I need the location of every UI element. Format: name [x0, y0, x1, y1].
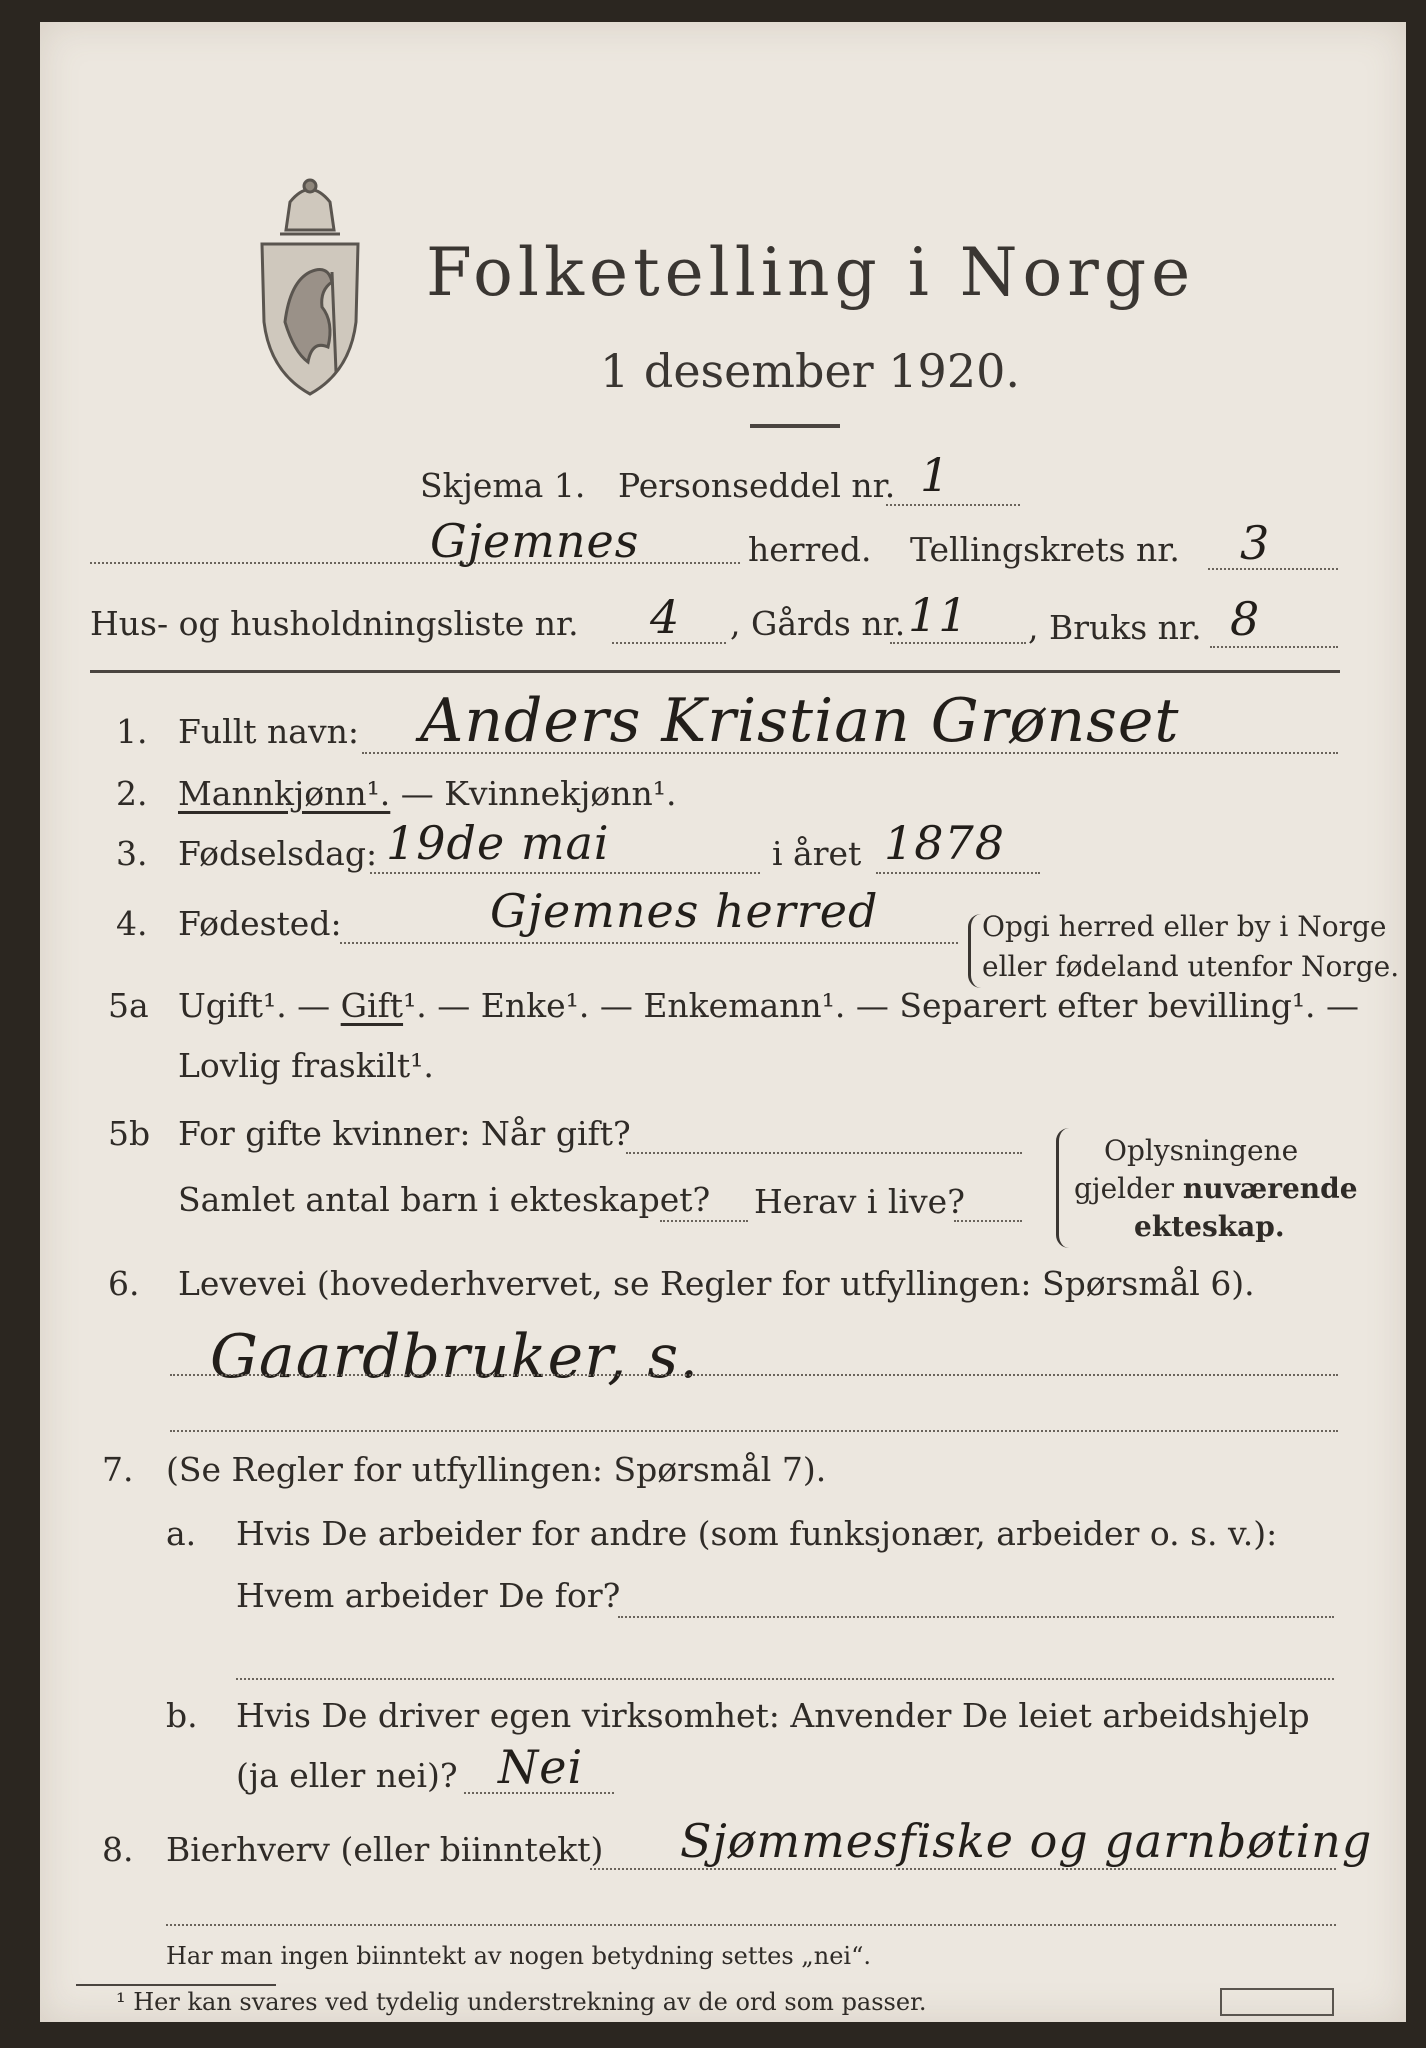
q7b-number: b. [166, 1696, 198, 1735]
q5b-children-line [660, 1220, 748, 1222]
bruks-label: , Bruks nr. [1028, 608, 1202, 647]
personseddel-value[interactable]: 1 [920, 448, 951, 502]
birth-year-value[interactable]: 1878 [884, 816, 1006, 870]
q4-brace [968, 914, 981, 988]
q5a-other-options[interactable]: ¹. — Enke¹. — Enkemann¹. — Separert efter bevilling¹. — [403, 986, 1360, 1025]
q4-label: Fødested: [178, 904, 342, 943]
q5b-label-married: For gifte kvinner: Når gift? [178, 1114, 631, 1153]
tellingskrets-line [1208, 568, 1338, 570]
q5b-label-alive: Herav i live? [754, 1182, 965, 1221]
q5b-note-line1: Oplysningene [1104, 1134, 1299, 1167]
printer-stamp [1220, 1988, 1334, 2016]
q5b-note-nuvaerende: nuværende [1182, 1172, 1358, 1205]
form-title: Folketelling i Norge [426, 234, 1196, 311]
ugift-option[interactable]: Ugift¹. — [178, 986, 341, 1025]
q5b-note-line3: ekteskap. [1134, 1210, 1285, 1243]
q5b-alive-line [954, 1220, 1022, 1222]
census-form-sheet [40, 22, 1406, 2022]
q4-line [340, 942, 958, 944]
q7-label: (Se Regler for utfyllingen: Spørsmål 7). [166, 1450, 827, 1489]
gards-label: , Gårds nr. [730, 604, 906, 643]
birthplace-value[interactable]: Gjemnes herred [490, 884, 879, 938]
q7a-label: Hvis De arbeider for andre (som funksjonær, arbeider o. s. v.): [236, 1514, 1278, 1553]
q8-line [590, 1868, 1336, 1870]
mannkjonn-option[interactable]: Mannkjønn¹. [178, 774, 391, 813]
norway-coat-of-arms-icon [250, 172, 370, 402]
herred-value[interactable]: Gjemnes [430, 514, 640, 568]
bruks-value[interactable]: 8 [1230, 592, 1261, 646]
skjema-label: Skjema 1. [420, 466, 586, 505]
q6-label: Levevei (hovederhvervet, se Regler for utfyllingen: Spørsmål 6). [178, 1264, 1255, 1303]
q7a-extra-line [236, 1678, 1334, 1680]
footer-note: Har man ingen biinntekt av nogen betydning settes „nei“. [166, 1942, 871, 1970]
q7-number: 7. [102, 1450, 134, 1489]
q2-options [178, 774, 677, 813]
q1-number: 1. [116, 712, 148, 751]
q3-number: 3. [116, 834, 148, 873]
q6-number: 6. [108, 1264, 140, 1303]
q2-number: 2. [116, 774, 148, 813]
side-occupation-value[interactable]: Sjømmesfiske og garnbøting [680, 1814, 1373, 1868]
hus-label: Hus- og husholdningsliste nr. [90, 604, 579, 643]
kvinnekjonn-option[interactable]: Kvinnekjønn¹. [444, 774, 677, 813]
title-divider [750, 424, 840, 428]
birthday-value[interactable]: 19de mai [386, 816, 610, 870]
q7b-yesno-label: (ja eller nei)? [236, 1756, 458, 1795]
year-label: i året [772, 834, 862, 873]
personseddel-line [886, 504, 1020, 506]
q5a-options [178, 986, 1359, 1025]
q6-line2 [170, 1430, 1338, 1432]
header-rule [90, 670, 1340, 673]
footnote-rule [76, 1984, 276, 1986]
q1-label: Fullt navn: [178, 712, 359, 751]
lovlig-fraskilt-option[interactable]: Lovlig fraskilt¹. [178, 1046, 434, 1085]
q4-number: 4. [116, 904, 148, 943]
q3-line [370, 872, 760, 874]
q8-label: Bierhverv (eller biinntekt) [166, 1830, 604, 1869]
gift-option[interactable]: Gift [340, 986, 404, 1025]
q5a-number: 5a [108, 986, 149, 1025]
bruks-line [1210, 646, 1338, 648]
occupation-value[interactable]: Gaardbruker, s. [210, 1322, 700, 1392]
q8-extra-line [166, 1924, 1336, 1926]
q2-separator: — [390, 774, 445, 813]
q3-label: Fødselsdag: [178, 834, 378, 873]
tellingskrets-label: Tellingskrets nr. [910, 530, 1180, 569]
gards-value[interactable]: 11 [908, 588, 969, 642]
year-line [876, 872, 1040, 874]
q5b-married-line [626, 1152, 1022, 1154]
q7b-label: Hvis De driver egen virksomhet: Anvender De leiet arbeidshjelp [236, 1696, 1310, 1735]
q7a-employer-label: Hvem arbeider De for? [236, 1576, 621, 1615]
personseddel-label: Personseddel nr. [618, 466, 896, 505]
q5b-number: 5b [108, 1114, 151, 1153]
herred-line [90, 562, 740, 564]
q7a-number: a. [166, 1514, 197, 1553]
hired-help-value[interactable]: Nei [498, 1740, 584, 1794]
q5b-note-line2 [1074, 1172, 1358, 1205]
q6-line1 [170, 1374, 1338, 1376]
q7a-employer-line [618, 1616, 1334, 1618]
q5b-brace [1056, 1128, 1069, 1248]
herred-label: herred. [748, 530, 872, 569]
footnote: ¹ Her kan svares ved tydelig understrekning av de ord som passer. [116, 1988, 927, 2016]
q8-number: 8. [102, 1830, 134, 1869]
q4-note-line1: Opgi herred eller by i Norge [982, 910, 1387, 943]
tellingskrets-value[interactable]: 3 [1240, 516, 1271, 570]
full-name-value[interactable]: Anders Kristian Grønset [420, 686, 1180, 756]
hus-value[interactable]: 4 [650, 590, 681, 644]
form-date: 1 desember 1920. [600, 344, 1020, 398]
q5b-note-gjelder: gjelder [1074, 1172, 1183, 1205]
q5b-label-children: Samlet antal barn i ekteskapet? [178, 1180, 711, 1219]
q4-note-line2: eller fødeland utenfor Norge. [982, 950, 1400, 983]
gards-line [890, 642, 1026, 644]
